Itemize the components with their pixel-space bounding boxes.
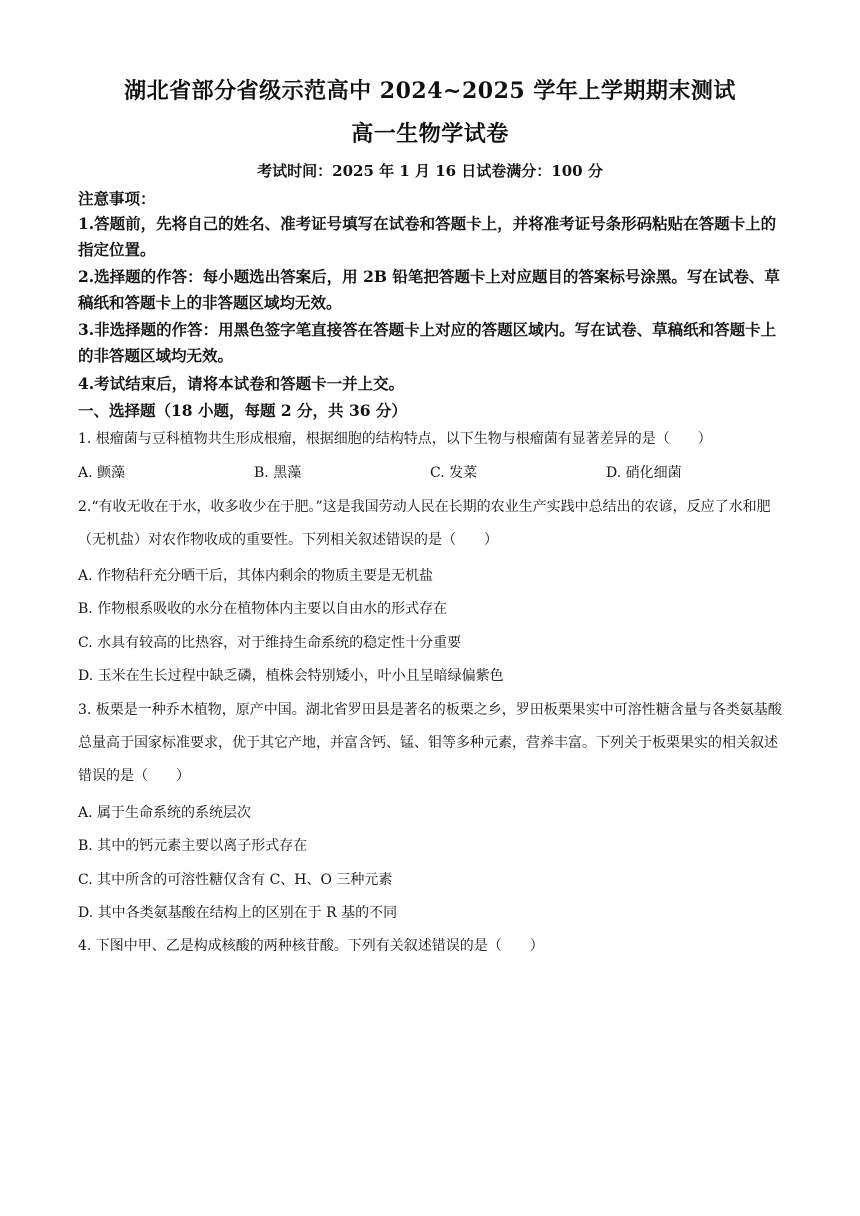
notice-item-3: 3.非选择题的作答：用黑色签字笔直接答在答题卡上对应的答题区域内。写在试卷、草稿纸和答题卡上的非答题区域均无效。 xyxy=(78,320,777,365)
question-1-stem: 1. 根瘤菌与豆科植物共生形成根瘤，根据细胞的结构特点，以下生物与根瘤菌有显著差异的是（ ） xyxy=(78,431,712,447)
notice-heading: 注意事项： xyxy=(78,189,156,208)
question-1-option-c: C. 发菜 xyxy=(430,465,478,481)
question-1-option-d: D. 硝化细菌 xyxy=(606,465,682,481)
question-1-option-a: A. 颤藻 xyxy=(78,465,126,481)
question-2-stem: 2.“有收无收在于水，收多收少在于肥。”这是我国劳动人民在长期的农业生产实践中总结出的农谚，反应了水和肥（无机盐）对农作物收成的重要性。下列相关叙述错误的是（ ） xyxy=(78,499,771,548)
notice-item-2: 2.选择题的作答：每小题选出答案后，用 2B 铅笔把答题卡上对应题目的答案标号涂黑。写在试卷、草稿纸和答题卡上的非答题区域均无效。 xyxy=(78,267,780,312)
section-heading: 一、选择题（18 小题，每题 2 分，共 36 分） xyxy=(78,401,407,420)
question-3-option-c: C. 其中所含的可溶性糖仅含有 C、H、O 三种元素 xyxy=(78,872,393,888)
question-2-option-c: C. 水具有较高的比热容，对于维持生命系统的稳定性十分重要 xyxy=(78,635,462,651)
question-1-option-b: B. 黑藻 xyxy=(254,465,302,481)
exam-title: 湖北省部分省级示范高中 2024~2025 学年上学期期末测试 xyxy=(124,78,736,104)
question-3-option-b: B. 其中的钙元素主要以离子形式存在 xyxy=(78,838,308,854)
exam-subtitle: 高一生物学试卷 xyxy=(351,121,509,147)
question-3-stem: 3. 板栗是一种乔木植物，原产中国。湖北省罗田县是著名的板栗之乡，罗田板栗果实中可溶性糖含量与各类氨基酸总量高于国家标准要求，优于其它产地，并富含钙、锰、钼等多种元素，营养丰富。下列关于板栗果实的相关叙述错误的是（ ） xyxy=(78,702,782,784)
exam-info: 考试时间：2025 年 1 月 16 日试卷满分：100 分 xyxy=(257,162,603,180)
question-3-option-a: A. 属于生命系统的系统层次 xyxy=(78,805,252,821)
question-1-options xyxy=(78,462,778,486)
notice-item-1: 1.答题前，先将自己的姓名、准考证号填写在试卷和答题卡上，并将准考证号条形码粘贴在答题卡上的指定位置。 xyxy=(78,214,777,259)
question-2-option-b: B. 作物根系吸收的水分在植物体内主要以自由水的形式存在 xyxy=(78,601,448,617)
question-3-option-d: D. 其中各类氨基酸在结构上的区别在于 R 基的不同 xyxy=(78,905,398,921)
question-2-option-a: A. 作物秸秆充分晒干后，其体内剩余的物质主要是无机盐 xyxy=(78,568,434,584)
notice-item-4: 4.考试结束后，请将本试卷和答题卡一并上交。 xyxy=(78,374,405,393)
question-2-option-d: D. 玉米在生长过程中缺乏磷，植株会特别矮小，叶小且呈暗绿偏紫色 xyxy=(78,668,504,684)
question-4-stem: 4. 下图中甲、乙是构成核酸的两种核苷酸。下列有关叙述错误的是（ ） xyxy=(78,938,544,954)
